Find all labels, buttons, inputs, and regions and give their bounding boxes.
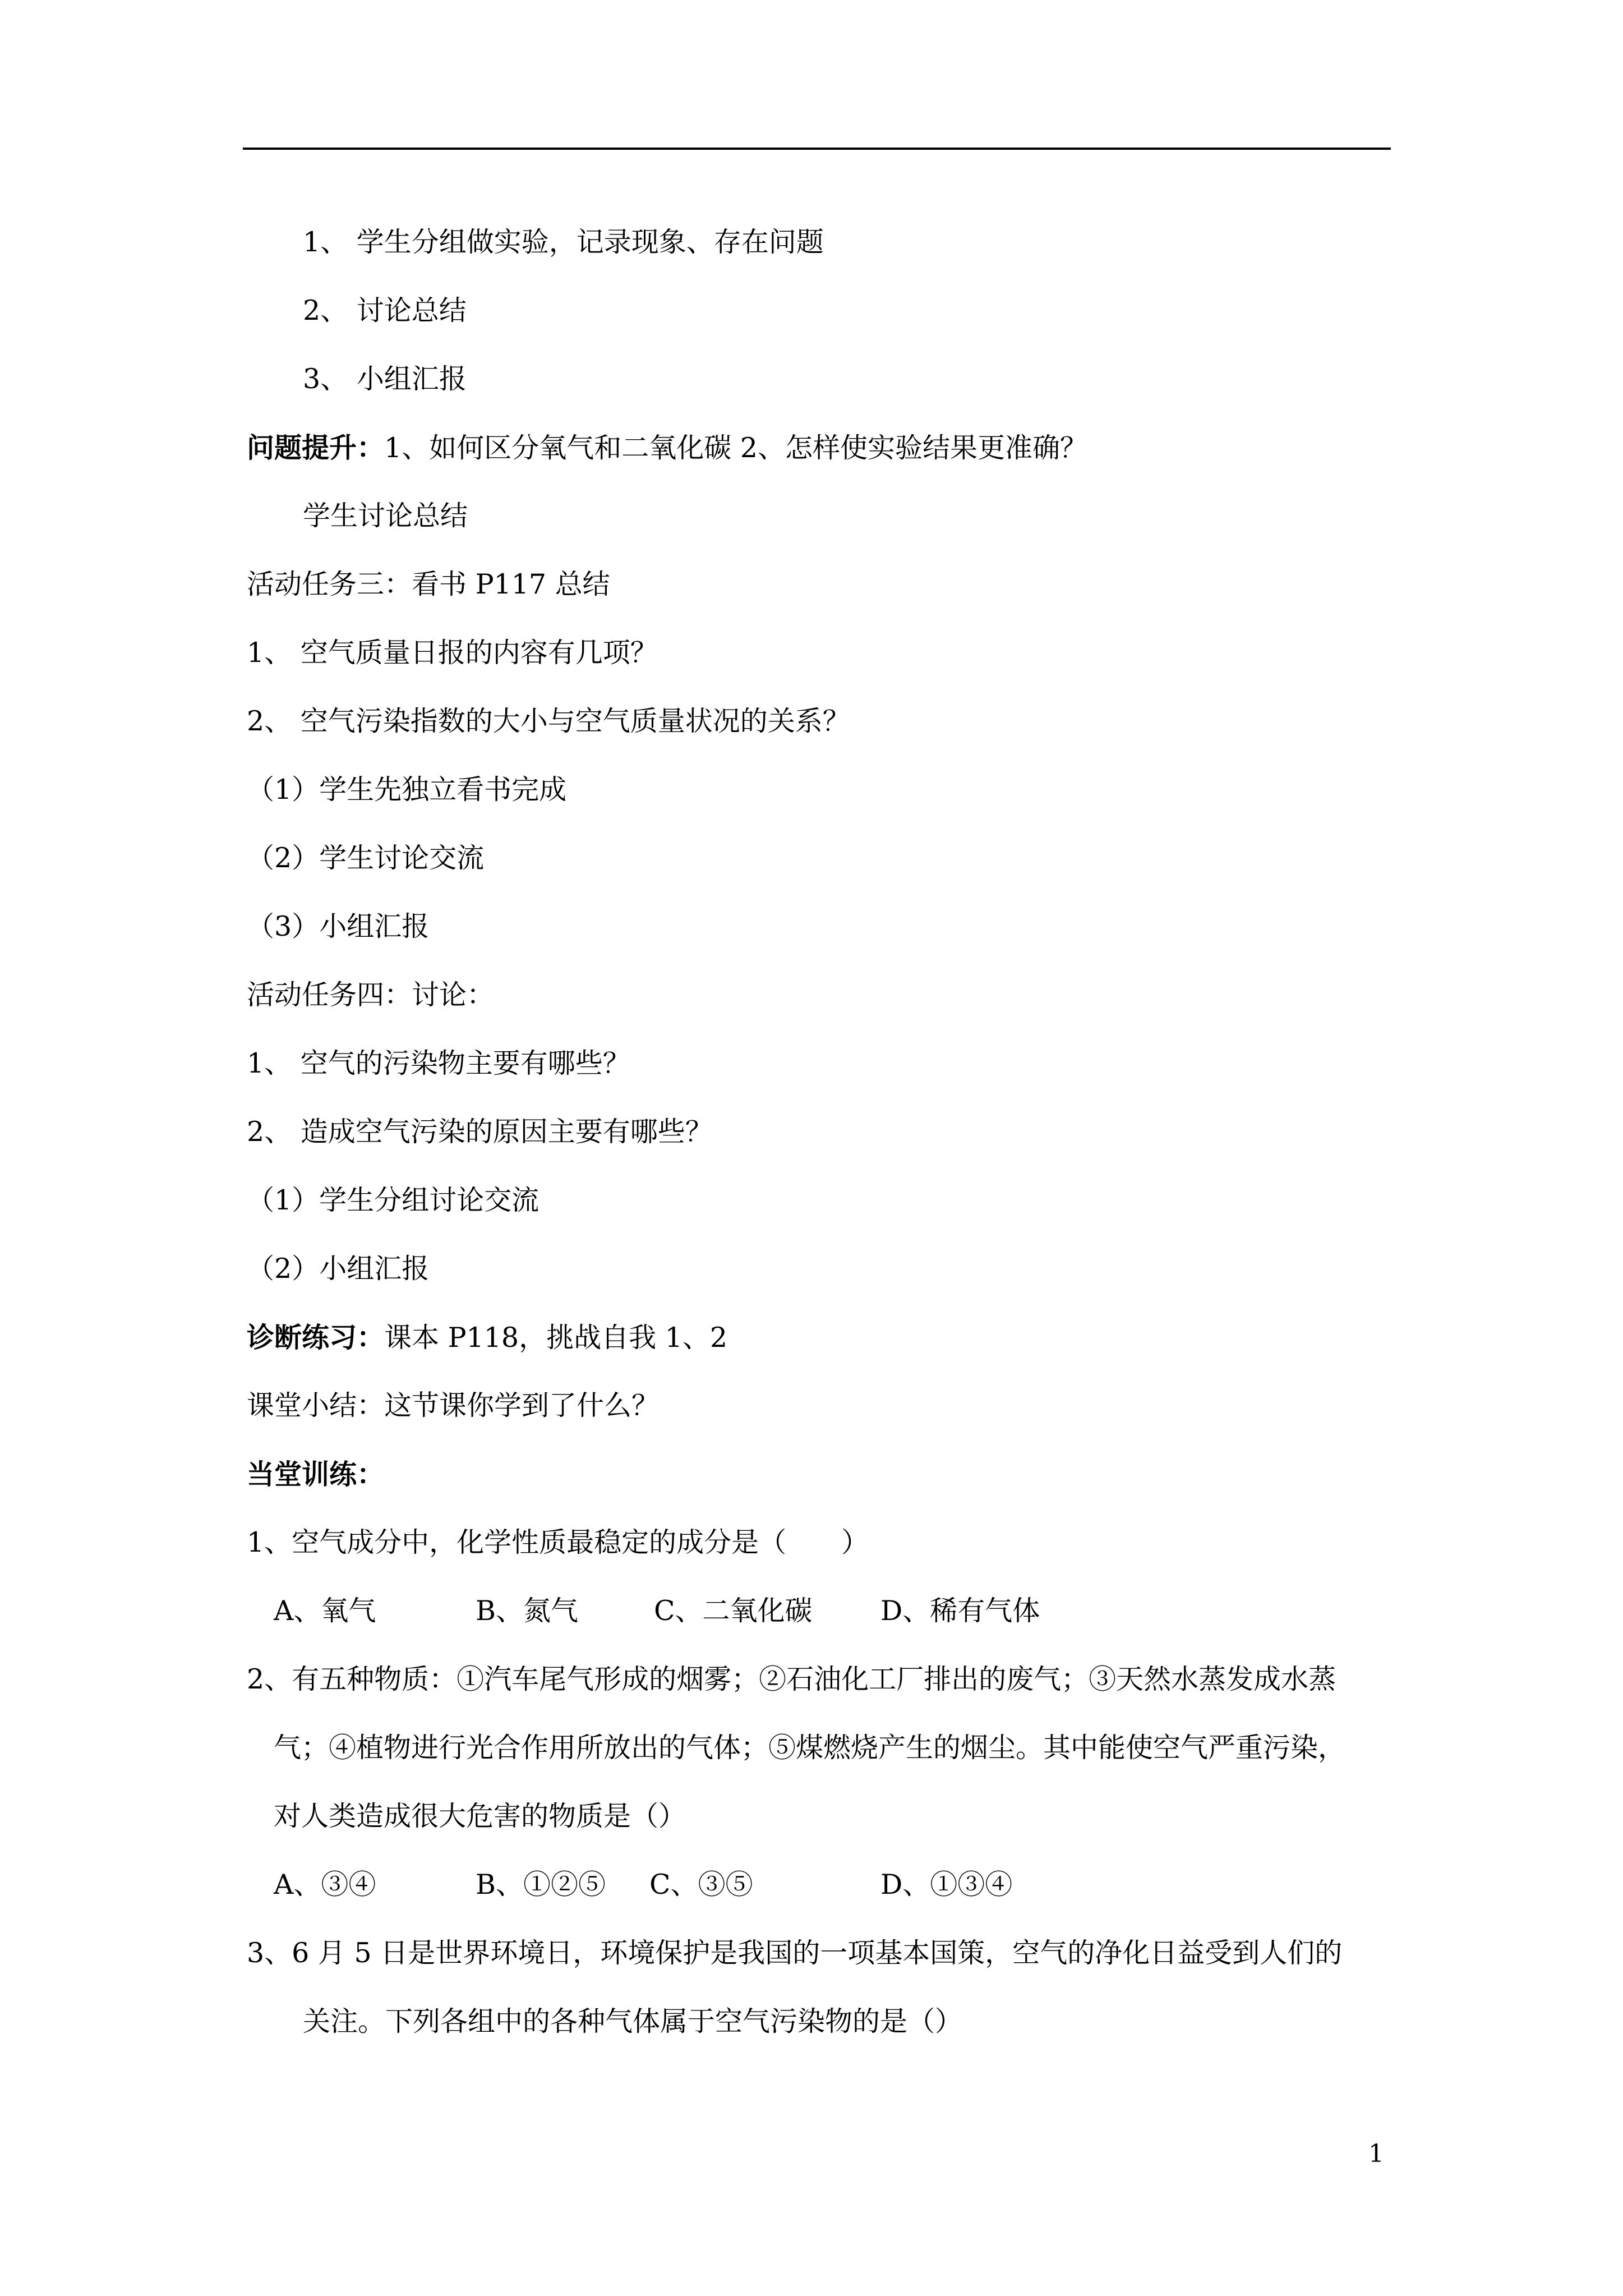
- activity-three-question-1: 1、 空气质量日报的内容有几项？: [247, 637, 658, 669]
- in-class-training-heading: 当堂训练：: [247, 1458, 385, 1490]
- activity-four-step-1: （1）学生分组讨论交流: [247, 1184, 540, 1216]
- diagnostic-practice: [247, 1320, 727, 1354]
- question-2-line-1: 2、有五种物质：①汽车尾气形成的烟雾；②石油化工厂排出的废气；③天然水蒸发成水蒸: [247, 1663, 1336, 1695]
- question-2-option-a: A、③④: [274, 1869, 376, 1901]
- class-summary: 课堂小结：这节课你学到了什么？: [247, 1389, 660, 1421]
- question-1-option-c: C、二氧化碳: [654, 1595, 813, 1627]
- activity-four-question-1: 1、 空气的污染物主要有哪些？: [247, 1047, 630, 1079]
- question-raise: [247, 431, 1087, 464]
- student-summary: 学生讨论总结: [303, 500, 468, 532]
- question-2-option-c: C、③⑤: [649, 1869, 753, 1901]
- page-number: 1: [1368, 2139, 1384, 2168]
- question-1-option-a: A、氧气: [274, 1595, 376, 1627]
- question-2-option-d: D、①③④: [880, 1869, 1013, 1901]
- activity-four-question-2: 2、 造成空气污染的原因主要有哪些？: [247, 1116, 713, 1148]
- diagnostic-practice-label: 诊断练习：: [247, 1321, 385, 1354]
- diagnostic-practice-text: 课本 P118，挑战自我 1、2: [384, 1322, 728, 1354]
- question-1-option-d: D、稀有气体: [880, 1595, 1040, 1627]
- activity-three-question-2: 2、 空气污染指数的大小与空气质量状况的关系？: [247, 705, 850, 737]
- activity-three-step-2: （2）学生讨论交流: [247, 842, 485, 874]
- experiment-step-2: 2、 讨论总结: [303, 295, 467, 326]
- activity-four-step-2: （2）小组汇报: [247, 1253, 430, 1285]
- question-raise-label: 问题提升：: [247, 431, 385, 464]
- question-2-option-b: B、①②⑤: [476, 1869, 606, 1901]
- question-2-line-2: 气；④植物进行光合作用所放出的气体；⑤煤燃烧产生的烟尘。其中能使空气严重污染，: [274, 1732, 1346, 1764]
- question-3-line-1: 3、6 月 5 日是世界环境日，环境保护是我国的一项基本国策，空气的净化日益受到人们的: [247, 1937, 1343, 1969]
- question-2-line-3: 对人类造成很大危害的物质是（）: [274, 1800, 686, 1832]
- activity-three-step-1: （1）学生先独立看书完成: [247, 774, 567, 806]
- question-1: 1、空气成分中，化学性质最稳定的成分是（ ）: [247, 1526, 869, 1558]
- activity-four-heading: 活动任务四：讨论：: [247, 979, 495, 1011]
- question-3-line-2: 关注。下列各组中的各种气体属于空气污染物的是（）: [303, 2005, 963, 2037]
- question-1-option-b: B、氮气: [476, 1595, 579, 1627]
- experiment-step-3: 3、 小组汇报: [303, 363, 467, 395]
- question-raise-text: 1、如何区分氧气和二氧化碳 2、怎样使实验结果更准确？: [384, 432, 1087, 464]
- activity-three-step-3: （3）小组汇报: [247, 910, 430, 942]
- activity-three-heading: 活动任务三：看书 P117 总结: [247, 568, 610, 600]
- header-rule: [243, 148, 1391, 150]
- experiment-step-1: 1、 学生分组做实验，记录现象、存在问题: [303, 226, 824, 258]
